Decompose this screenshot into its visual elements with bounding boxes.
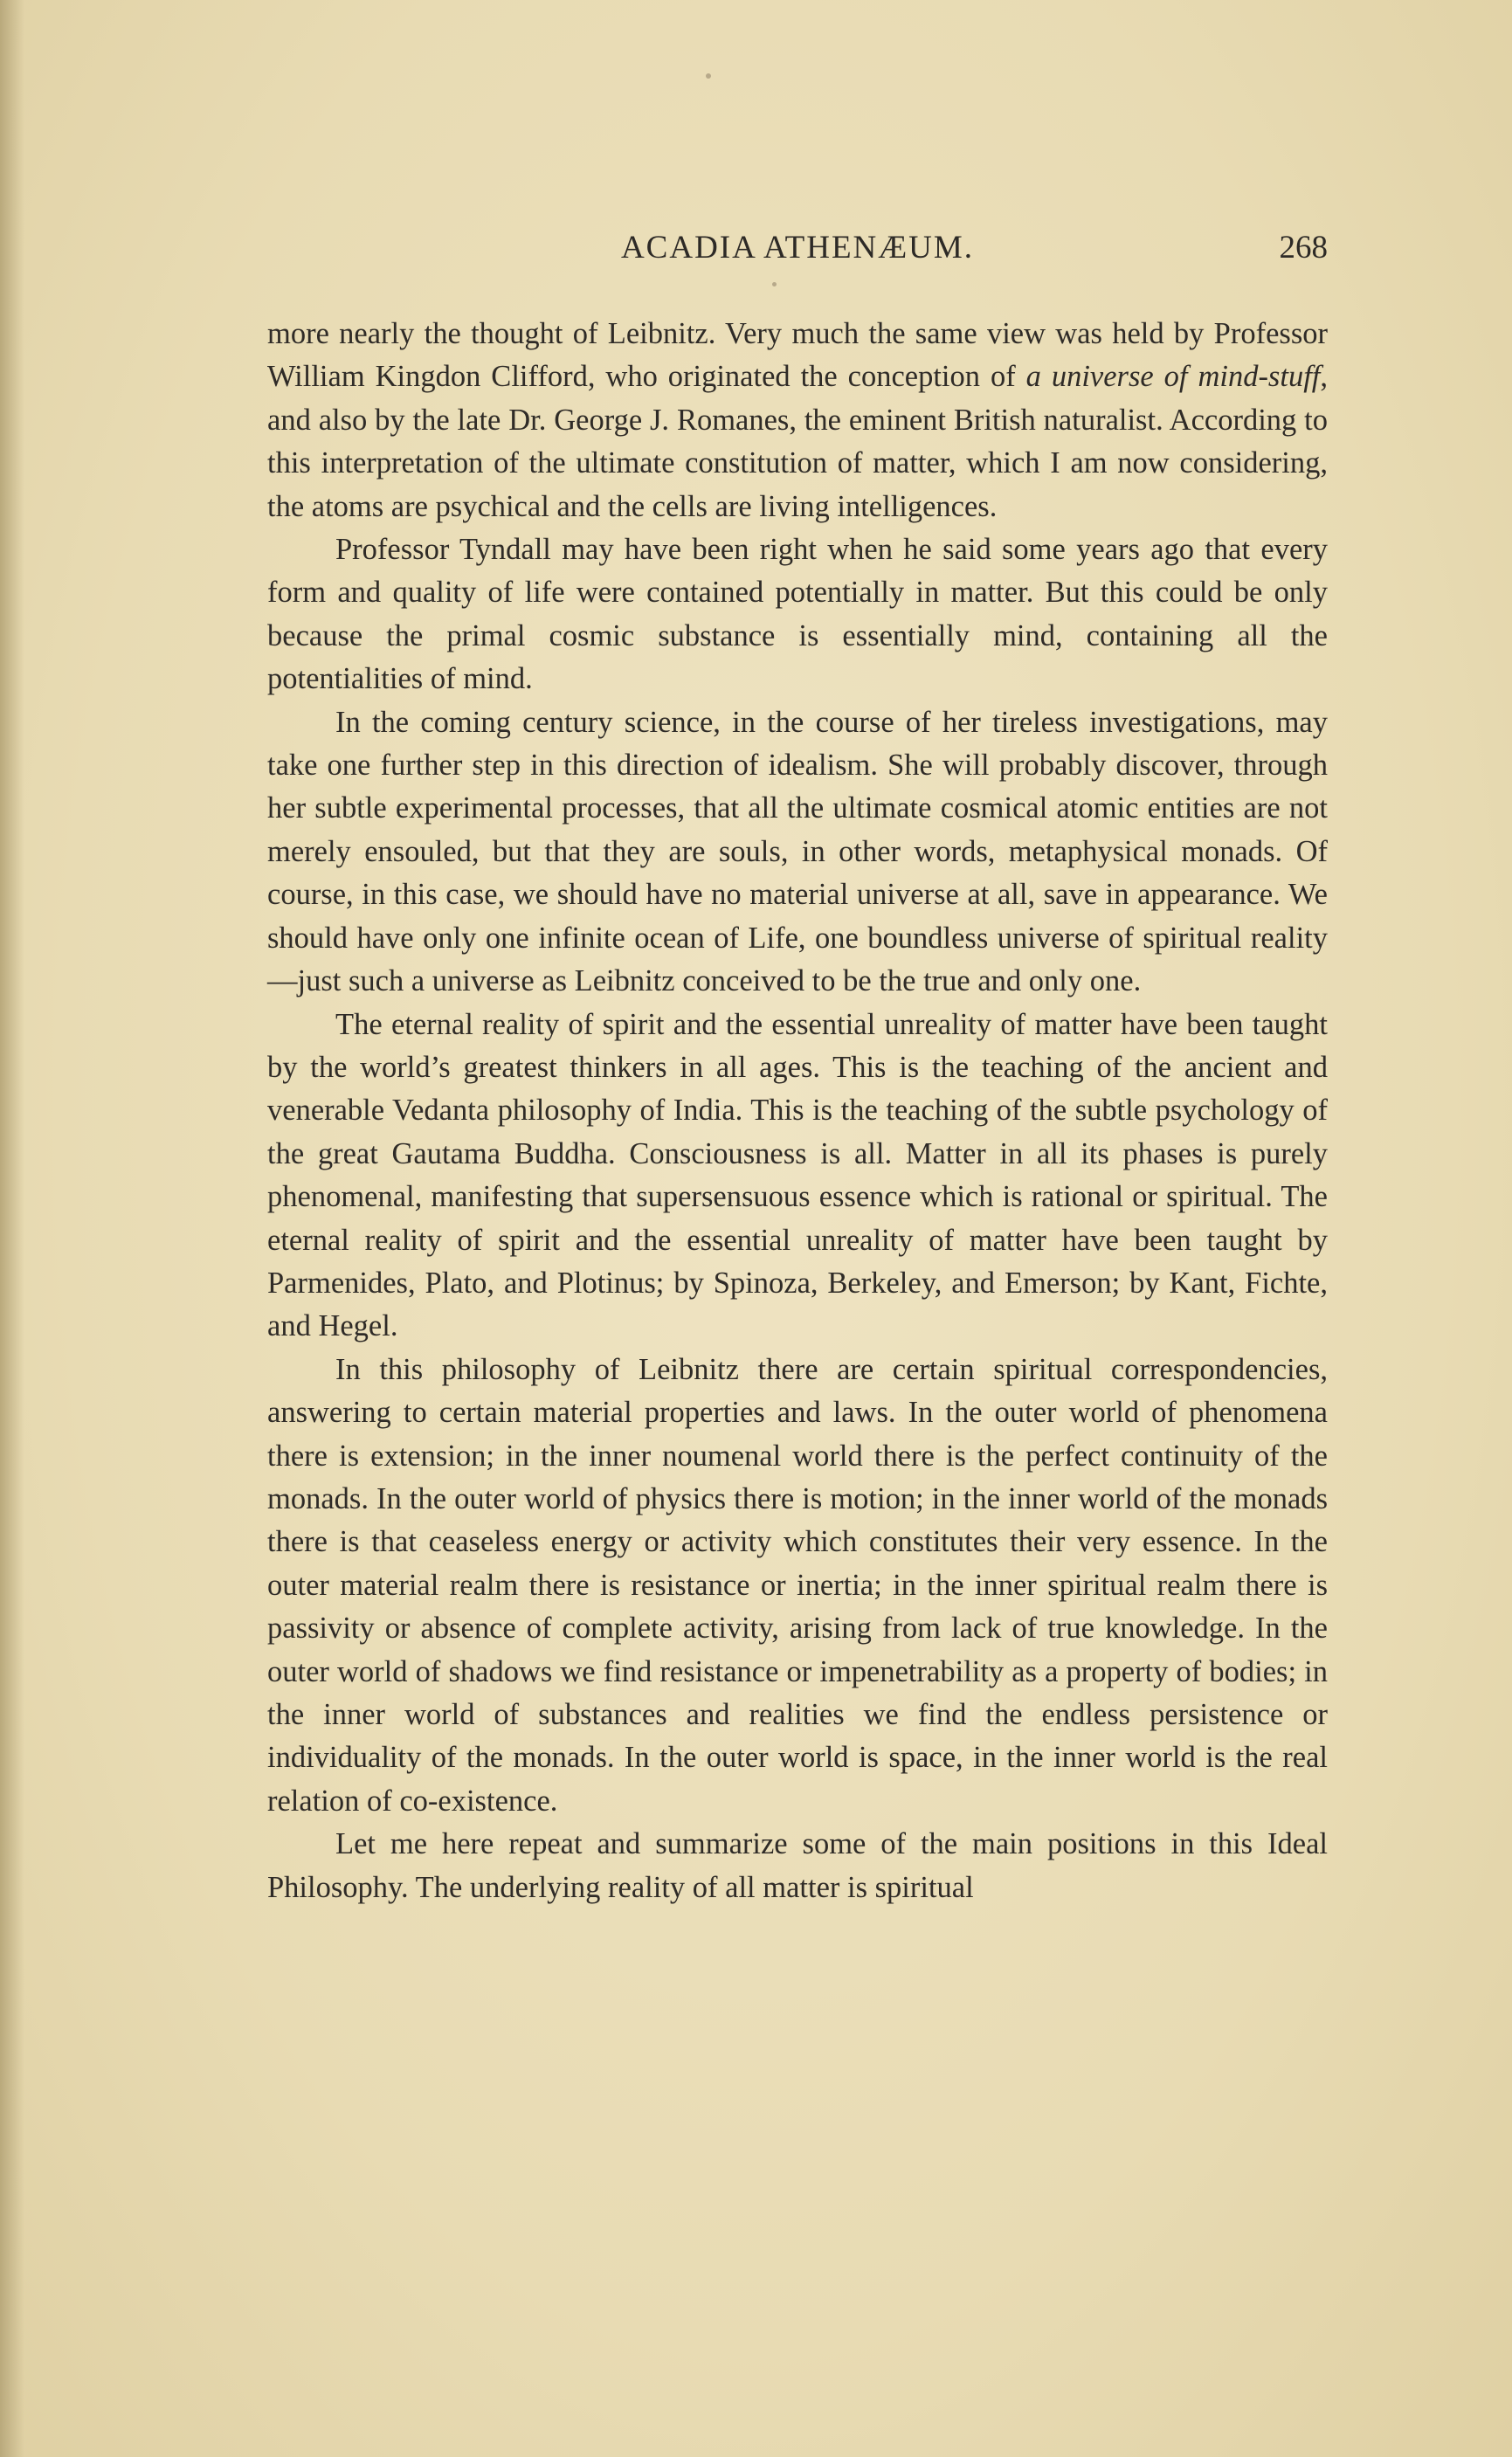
- paragraph: [267, 1823, 1328, 1909]
- italic-phrase: a universe of mind-stuff: [1025, 360, 1321, 394]
- text-run: In this philosophy of Leibnitz there are certain spiritual correspondencies, answering to certain material properties and laws. In the outer world of phenomena there is extension; in the inner noumenal world there is the perfect continuity of the monads. In the outer world of physics there is motion; in the inner world of the monads there is that ceaseless energy or activity which constitutes their very essence. In the outer material realm there is resistance or inertia; in the inner spiritual realm there is passivity or absence of complete activity, arising from lack of true knowledge. In the outer world of shadows we find resistance or impenetrability as a property of bodies; in the inner world of substances and realities we find the endless persistence or individuality of the monads. In the outer world is space, in the inner world is the real relation of co-existence.: [267, 1352, 1328, 1818]
- paper-speck: [772, 282, 777, 286]
- text-run: Professor Tyndall may have been right when he said some years ago that every form and quality of life were contained potentially in matter. But this could be only because the primal cosmic substance is essentially mind, containing all the potentialities of mind.: [267, 533, 1328, 696]
- paragraph: [267, 1004, 1328, 1349]
- paragraph: [267, 313, 1328, 528]
- running-header: [267, 229, 1328, 278]
- article-body: [267, 313, 1328, 1909]
- running-title: ACADIA ATHENÆUM.: [620, 230, 975, 266]
- text-run: The eternal reality of spirit and the essential unreality of matter have been taught by the world’s greatest thinkers in all ages. This is the teaching of the ancient and venerable Vedanta philosophy of India. This is the teaching of the subtle psychology of the great Gautama Buddha. Consciousness is all. Matter in all its phases is purely phenomenal, manifesting that supersensuous essence which is rational or spiritual. The eternal reality of spirit and the essential unreality of matter have been taught by Parmenides, Plato, and Plotinus; by Spinoza, Berkeley, and Emerson; by Kant, Fichte, and Hegel.: [267, 1007, 1328, 1343]
- text-run: Let me here repeat and summarize some of the main positions in this Ideal Philosophy. The underlying reality of all matter is spiritual: [267, 1827, 1328, 1904]
- text-run: more nearly the thought of Leibnitz. Very much the same view was held by Professor William Kingdon Clifford, who originated the conception of: [267, 317, 1328, 394]
- paper-speck: [706, 73, 711, 79]
- page-edge-shadow: [0, 0, 24, 2457]
- page-number: 268: [1279, 230, 1328, 266]
- paragraph: [267, 701, 1328, 1004]
- paragraph: [267, 1349, 1328, 1823]
- text-run: , and also by the late Dr. George J. Romanes, the eminent British naturalist. According to this interpretation of the ultimate constitution of matter, which I am now considering, the atoms are psychical and the cells are living intelligences.: [267, 360, 1328, 523]
- text-run: In the coming century science, in the course of her tireless investigations, may take one further step in this direction of idealism. She will probably discover, through her subtle experimental processes, that all the ultimate cosmical atomic entities are not merely ensouled, but that they are souls, in other words, metaphysical monads. Of course, in this case, we should have no material universe at all, save in appearance. We should have only one infinite ocean of Life, one boundless universe of spiritual reality—just such a universe as Leibnitz conceived to be the true and only one.: [267, 705, 1328, 998]
- paragraph: [267, 528, 1328, 701]
